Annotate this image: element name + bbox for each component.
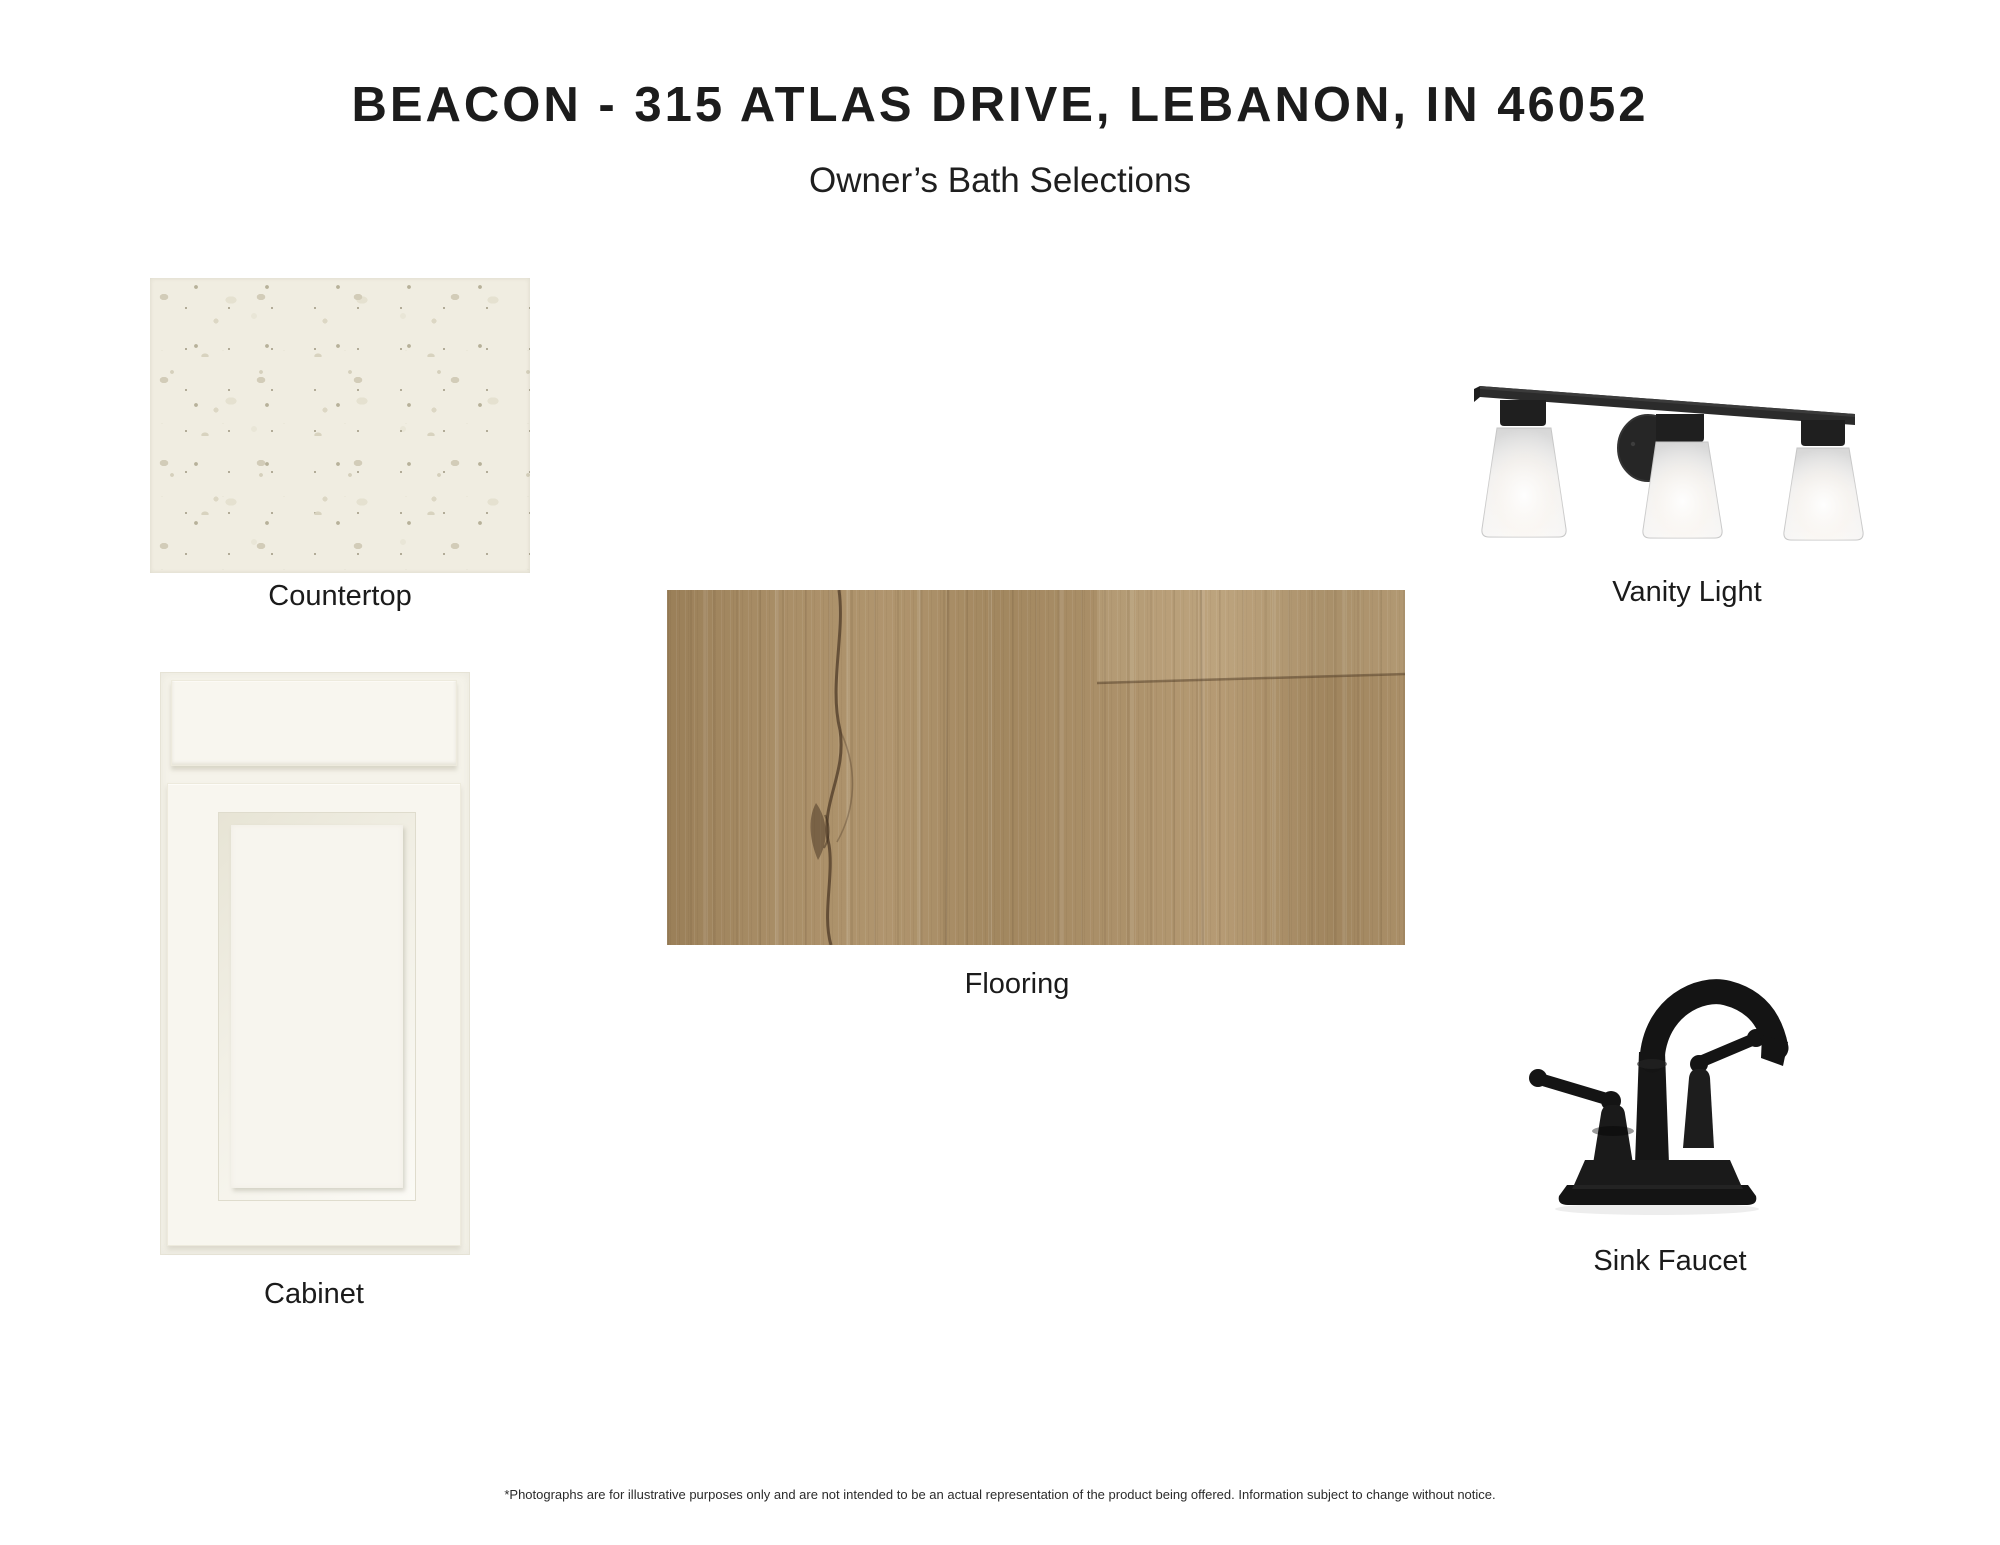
sink-faucet-image [1515,968,1815,1218]
vanity-light-image [1470,372,1870,557]
cabinet-panel-bevel [218,812,416,1201]
cabinet-swatch-image [160,672,470,1255]
countertop-swatch-image [150,278,530,573]
page-title: BEACON - 315 ATLAS DRIVE, LEBANON, IN 46052 [351,78,1649,132]
vanity-light-fixture-graphic [1470,372,1870,557]
cabinet-panel-inner [231,825,403,1188]
flooring-swatch-image [667,590,1405,945]
cabinet-drawer-front [171,680,457,766]
countertop-label: Countertop [268,580,412,612]
sink-faucet-graphic [1515,968,1815,1218]
page-subtitle: Owner’s Bath Selections [809,161,1191,200]
sink-faucet-label: Sink Faucet [1593,1245,1747,1277]
flooring-label: Flooring [964,968,1070,1000]
disclaimer-text: *Photographs are for illustrative purposes only and are not intended to be an actual representation of the product being offered. Information subject to change without notice. [504,1487,1496,1502]
flooring-grain-overlay [667,590,1405,945]
cabinet-label: Cabinet [264,1278,364,1310]
cabinet-door-front [167,783,461,1246]
vanity-light-label: Vanity Light [1612,576,1762,608]
